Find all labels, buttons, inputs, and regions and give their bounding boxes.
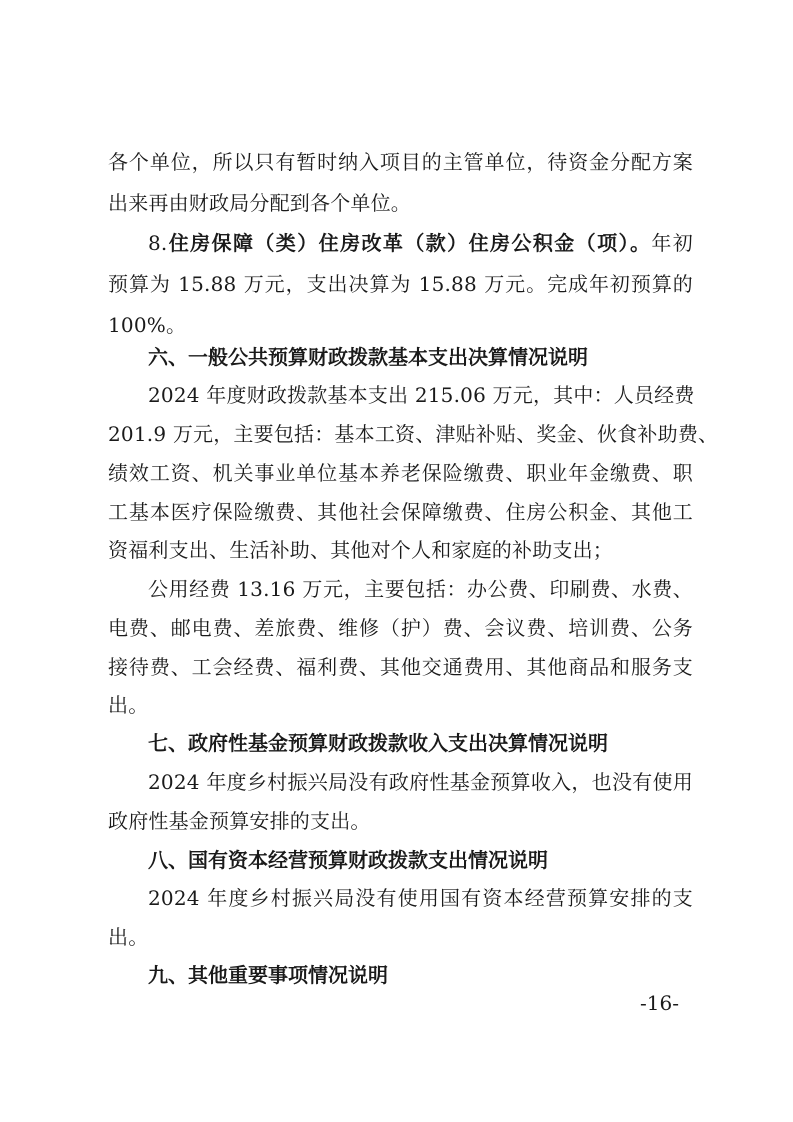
item-8-line [148, 229, 693, 257]
paragraph-line: 2024 年度乡村振兴局没有使用国有资本经营预算安排的支 [148, 886, 693, 910]
paragraph-line: 出。 [108, 693, 149, 717]
page-number: -16- [640, 991, 679, 1015]
paragraph-line: 工基本医疗保险缴费、其他社会保障缴费、住房公积金、其他工 [108, 500, 693, 524]
paragraph-line: 100%。 [108, 313, 187, 337]
item-title-bold: 住房保障（类）住房改革（款）住房公积金（项）。 [167, 231, 652, 255]
paragraph-line: 电费、邮电费、差旅费、维修（护）费、会议费、培训费、公务 [108, 616, 693, 640]
paragraph-line: 出。 [108, 925, 149, 949]
paragraph-line: 出来再由财政局分配到各个单位。 [108, 191, 411, 215]
section-heading: 六、一般公共预算财政拨款基本支出决算情况说明 [148, 345, 588, 369]
paragraph-line: 接待费、工会经费、福利费、其他交通费用、其他商品和服务支 [108, 655, 693, 679]
item-text: 年初 [651, 231, 693, 255]
section-heading: 七、政府性基金预算财政拨款收入支出决算情况说明 [148, 731, 608, 755]
paragraph-line: 预算为 15.88 万元，支出决算为 15.88 万元。完成年初预算的 [108, 272, 693, 296]
paragraph-line: 各个单位，所以只有暂时纳入项目的主管单位，待资金分配方案 [108, 150, 693, 174]
paragraph-line: 绩效工资、机关事业单位基本养老保险缴费、职业年金缴费、职 [108, 461, 693, 485]
paragraph-line: 公用经费 13.16 万元，主要包括：办公费、印刷费、水费、 [148, 577, 693, 601]
paragraph-line: 2024 年度乡村振兴局没有政府性基金预算收入，也没有使用 [148, 770, 693, 794]
paragraph-line: 2024 年度财政拨款基本支出 215.06 万元，其中：人员经费 [148, 383, 695, 407]
paragraph-line: 201.9 万元，主要包括：基本工资、津贴补贴、奖金、伙食补助费、 [108, 422, 719, 446]
section-heading: 九、其他重要事项情况说明 [148, 963, 388, 987]
section-heading: 八、国有资本经营预算财政拨款支出情况说明 [148, 848, 548, 872]
item-number: 8. [148, 231, 168, 255]
paragraph-line: 资福利支出、生活补助、其他对个人和家庭的补助支出； [108, 538, 613, 562]
paragraph-line: 政府性基金预算安排的支出。 [108, 809, 371, 833]
